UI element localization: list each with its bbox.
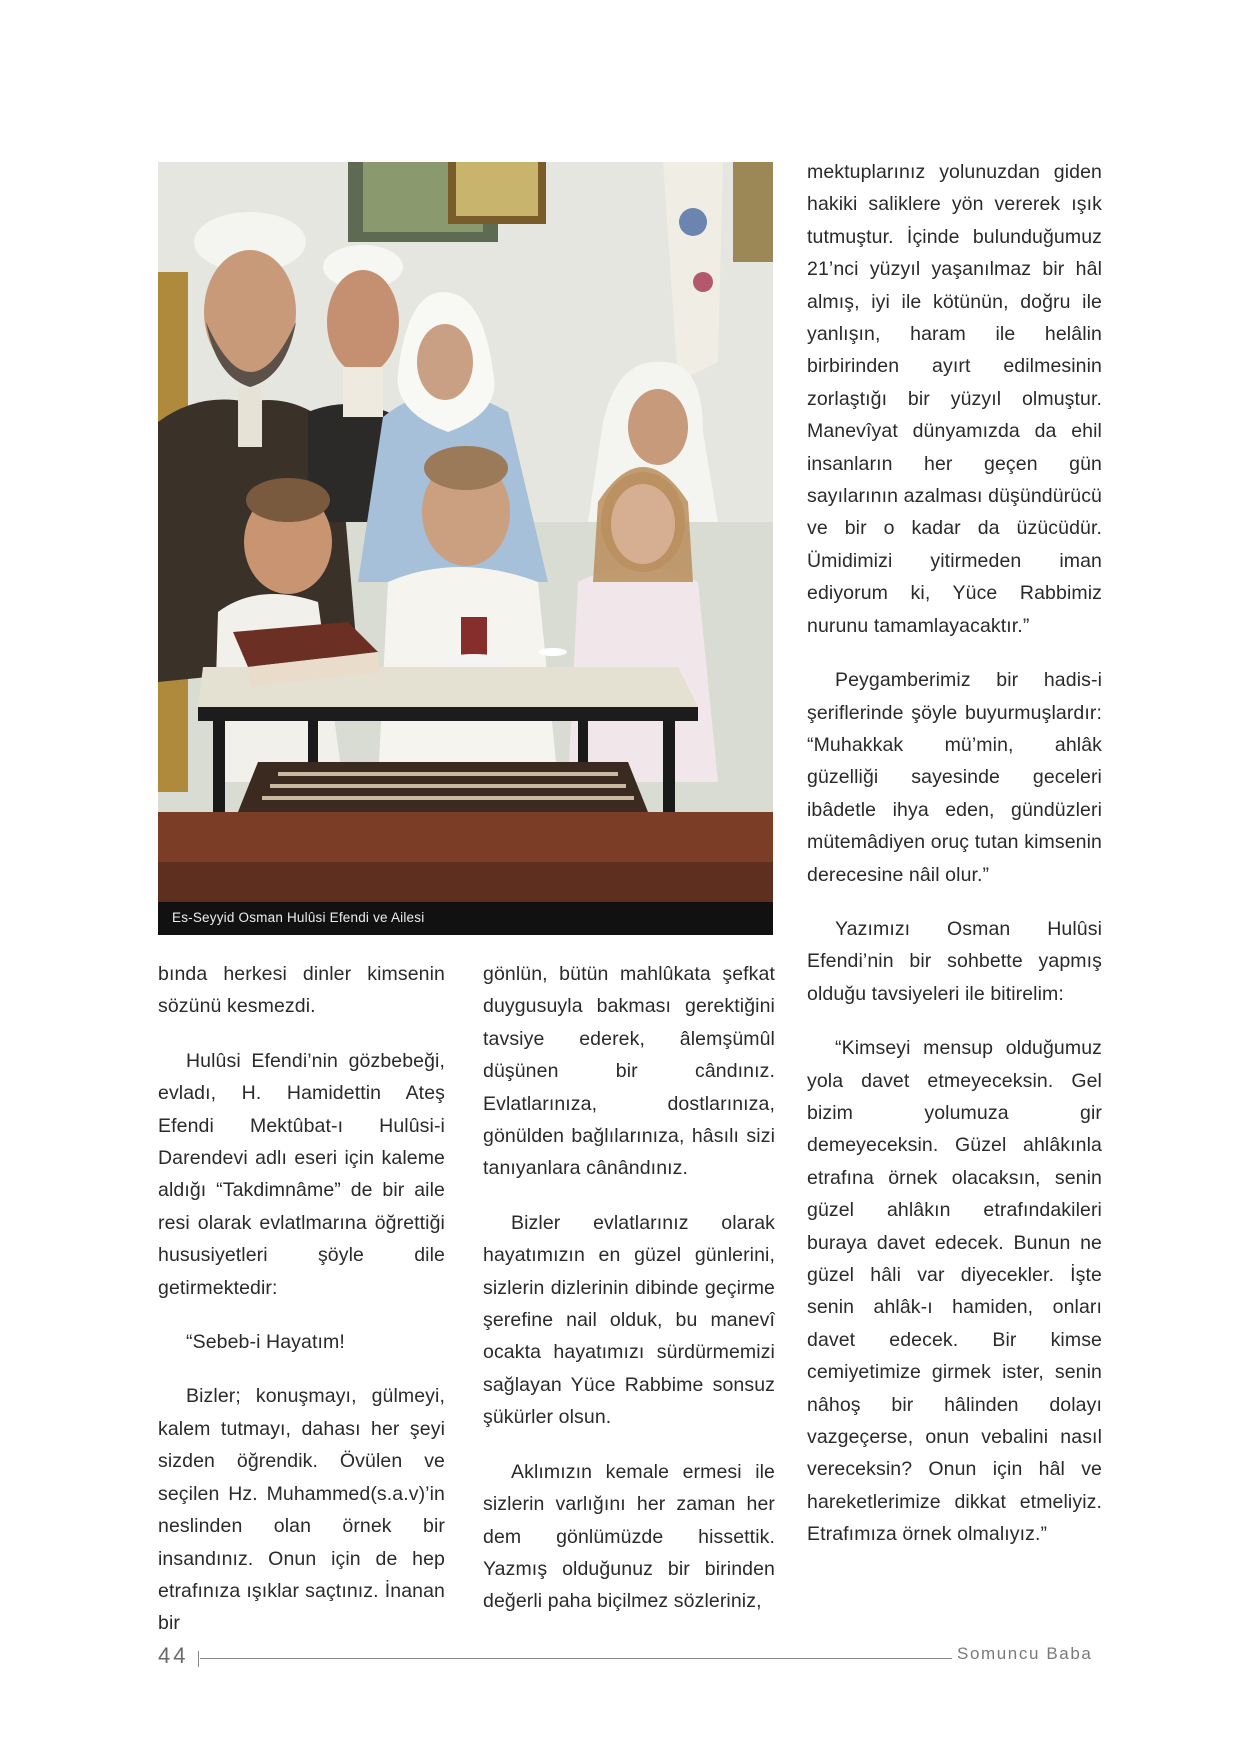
family-photo — [158, 162, 773, 902]
paragraph: Aklımızın kemale ermesi ile sizlerin varlığını her zaman her dem gönlümüzde hissettik. Yazmış olduğunuz bir birinden değerli paha biçilmez sözleriniz, — [483, 1460, 775, 1613]
paragraph: Bizler evlatlarınız olarak hayatımızın en güzel günlerini, sizlerin dizlerinin dibinde geçirme şerefine nail olduk, bu manevî ocakta hayatımızı sürdürmemizi sağlayan Yüce Rabbime sonsuz şükürler olsun. — [483, 1211, 775, 1429]
paragraph: Bizler; konuşmayı, gülmeyi, kalem tutmayı, dahası her şeyi sizden öğrendik. Övülen ve seçilen Hz. Muhammed(s.a.v)’in neslinden olan örnek bir insandınız. Onun için de hep etrafınıza ışıklar saçtınız. İnanan bir — [158, 1385, 445, 1635]
photo-caption-bar — [158, 902, 773, 935]
footer-divider-line — [200, 1658, 952, 1659]
paragraph: Peygamberimiz bir hadis-i şeriflerinde şöyle buyurmuşlardır: “Muhakkak mü’min, ahlâk güzelliği sayesinde geceleri ibâdetle ihya eden, gündüzleri mütemâdiyen oruç tutan kimsenin derecesine nâil olur.” — [807, 669, 1102, 886]
photo-caption: Es-Seyyid Osman Hulûsi Efendi ve Ailesi — [172, 910, 425, 925]
paragraph: bında herkesi dinler kimsenin sözünü kesmezdi. — [158, 963, 445, 1018]
paragraph: gönlün, bütün mahlûkata şefkat duygusuyla bakması gerektiğini tavsiye ederek, âlemşümûl düşünen bir cândınız. Evlatlarınıza, dostlarınıza, gönülden bağlılarınıza, hâsılı sizi tanıyanlara cânândınız. — [483, 963, 775, 1180]
page-number: 44 — [158, 1643, 189, 1668]
paragraph: Hulûsi Efendi’nin gözbebeği, evladı, H. Hamidettin Ateş Efendi Mektûbat-ı Hulûsi-i Darendevi adlı eseri için kaleme aldığı “Takdimnâme” de bir aile resi olarak evlatlmarına öğrettiği hususiyetleri şöyle dile getirmektedir: — [158, 1049, 445, 1299]
paragraph: mektuplarınız yolunuzdan giden hakiki saliklere yön vererek ışık tutmuştur. İçinde bulunduğumuz 21’nci yüzyıl yaşanılmaz bir hâl almış, iyi ile kötünün, doğru ile yanlışın, haram ile helâlin birbirinden ayırt edilmesinin zorlaştığı bir yüzyıl olmuştur. Manevîyat dünyamızda da ehil insanların her geçen gün sayılarının azalması düşündürücü ve bir o kadar da üzücüdür. Ümidimizi yitirmeden iman ediyorum ki, Yüce Rabbimiz nurunu tamamlayacaktır.” — [807, 161, 1102, 637]
magazine-name: Somuncu Baba — [957, 1644, 1093, 1663]
footer-divider-tick — [198, 1651, 199, 1667]
paragraph: “Kimseyi mensup olduğumuz yola davet etmeyeceksin. Gel bizim yolumuza gir demeyeceksin. Güzel ahlâkınla etrafına örnek olacaksın, senin güzel ahlâkın etrafındakileri buraya davet edecek. Bunun ne güzel hâli var diyecekler. İşte senin ahlâk-ı hamiden, onları davet edecek. Bir kimse cemiyetimize girmek ister, senin nâhoş bir hâlinden dolayı vazgeçerse, onun vebalini nasıl vereceksin? Onun için hâl ve hareketlerimize dikkat etmeliyiz. Etrafımıza örnek olmalıyız.” — [807, 1037, 1102, 1546]
text-column-left — [158, 958, 445, 1662]
paragraph: “Sebeb-i Hayatım! — [186, 1331, 345, 1354]
paragraph: Yazımızı Osman Hulûsi Efendi’nin bir sohbette yapmış olduğu tavsiyeleri ile bitirelim: — [807, 917, 1102, 1005]
text-column-right — [807, 156, 1102, 1573]
family-photo-illustration — [158, 162, 773, 902]
text-column-middle — [483, 958, 775, 1640]
